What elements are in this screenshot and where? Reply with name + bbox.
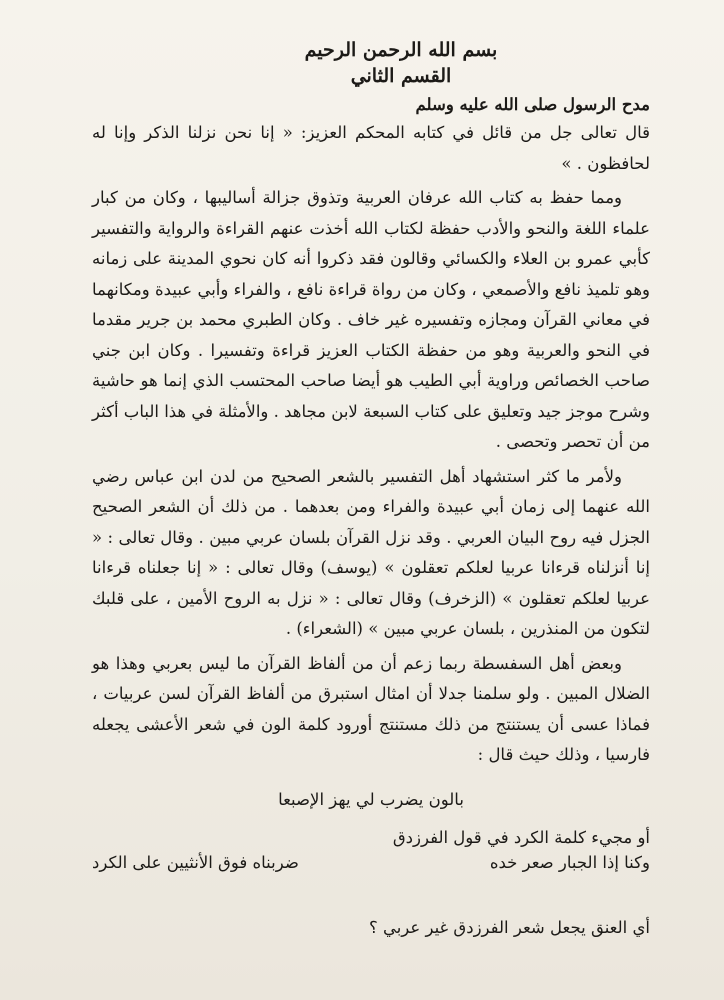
chapter-heading: مدح الرسول صلى الله عليه وسلم [415, 95, 650, 114]
verse-farazdaq [92, 851, 650, 875]
paragraph-3: ولأمر ما كثر استشهاد أهل التفسير بالشعر الصحيح من لدن ابن عباس رضي الله عنهما إلى زمان أبي عبيدة والفراء ومن بعدهما . من ذلك أن الشعر الصحيح الجزل فيه روح البيان العربي . وقد نزل القرآن بلسان عربي مبين . وقال تعالى : « إنا أنزلناه قرءانا عربيا لعلكم تعقلون » (يوسف) وقال تعالى : « إنا جعلناه قرءانا عربيا لعلكم تعقلون » (الزخرف) وقال تعالى : « نزل به الروح الأمين ، على قلبك لتكون من المنذرين ، بلسان عربي مبين » (الشعراء) . [92, 466, 650, 638]
final-question: أي العنق يجعل شعر الفرزدق غير عربي ؟ [368, 917, 650, 937]
verse-second-hemistich: ضربناه فوق الأنثيين على الكرد [92, 852, 299, 872]
page-content [92, 38, 650, 943]
bismillah-heading: بسم الله الرحمن الرحيم [304, 39, 498, 61]
paragraph-1: قال تعالى جل من قائل في كتابه المحكم العزيز: « إنا نحن نزلنا الذكر وإنا له لحافظون . » [92, 123, 650, 173]
verse-al-asha: بالون يضرب لي يهز الإصبعا [278, 789, 464, 809]
verse-intro-farazdaq: أو مجيء كلمة الكرد في قول الفرزدق [392, 827, 650, 847]
section-title: القسم الثاني [350, 65, 452, 87]
paragraph-2: ومما حفظ به كتاب الله عرفان العربية وتذوق جزالة أساليبها ، وكان من كبار علماء اللغة والنحو والأدب حفظة لكتاب الله أخذت عنهم القراءة والرواية والتفسير كأبي عمرو بن العلاء والكسائي وقالون فقد ذكروا أنه كان نحوي المدينة على زمانه وهو تلميذ نافع والأصمعي ، وكان من رواة قراءة نافع ، والفراء وأبي عبيدة ومكانهما في معاني القرآن ومجازه وتفسيره غير خاف . وكان الطبري محمد بن جرير مقدما في النحو والعربية وهو من حفظة الكتاب العزيز قراءة وتفسيرا . وكان ابن جني صاحب الخصائص وراوية أبي الطيب هو أيضا صاحب المحتسب الذي إنما هو حاشية وشرح موجز جيد وتعليق على كتاب السبعة لابن مجاهد . والأمثلة في هذا الباب أكثر من أن تحصر وتحصى . [92, 188, 650, 451]
verse-first-hemistich: وكنا إذا الجبار صعر خده [489, 852, 650, 872]
paragraph-4: وبعض أهل السفسطة ربما زعم أن من ألفاظ القرآن ما ليس بعربي وهذا هو الضلال المبين . ولو سلمنا جدلا أن امثال استبرق من ألفاظ القرآن لسن عربيات ، فماذا عسى أن يستنتج من ذلك مستنتج أورود كلمة الون في شعر الأعشى يجعله فارسيا ، وذلك حيث قال : [92, 653, 650, 764]
